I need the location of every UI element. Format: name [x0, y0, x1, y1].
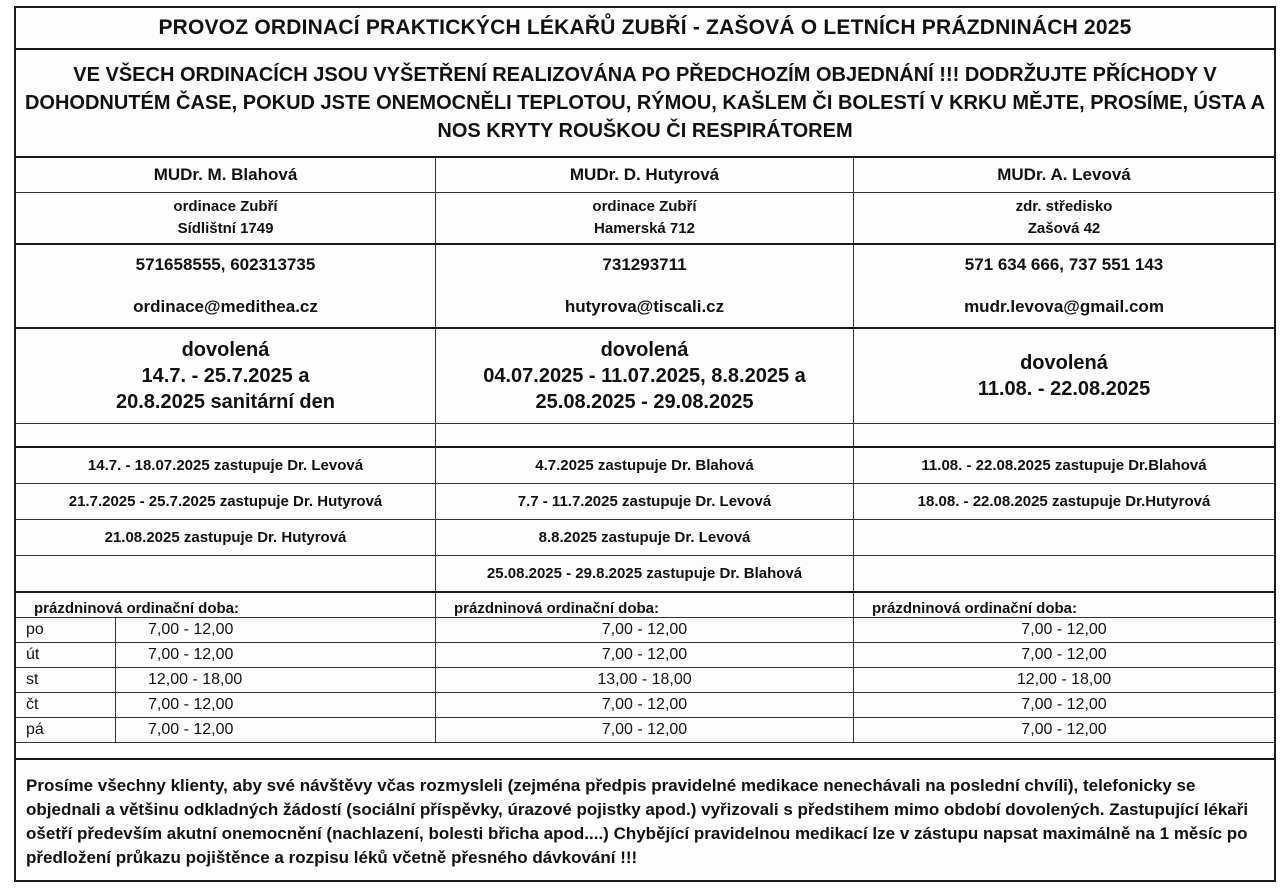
empty-cell	[16, 424, 436, 446]
vacation-row	[16, 329, 1274, 424]
hours-value: 7,00 - 12,00	[436, 718, 854, 742]
hours-label: prázdninová ordinační doba:	[872, 600, 1078, 617]
hours-row	[16, 718, 1274, 743]
address-line: zdr. středisko	[1015, 198, 1113, 215]
hours-value: 7,00 - 12,00	[116, 693, 436, 717]
hours-value: 7,00 - 12,00	[436, 693, 854, 717]
substitution-cell: 8.8.2025 zastupuje Dr. Levová	[436, 520, 854, 555]
hours-row	[16, 668, 1274, 693]
substitution-row	[16, 448, 1274, 484]
hours-value: 12,00 - 18,00	[1016, 671, 1112, 688]
doctor-name: MUDr. A. Levová	[997, 165, 1131, 184]
contact-cell	[16, 245, 436, 327]
hours-value: 7,00 - 12,00	[116, 718, 436, 742]
spacer-row	[16, 424, 1274, 448]
vacation-label: dovolená	[181, 339, 270, 361]
hours-value: 7,00 - 12,00	[1021, 696, 1107, 713]
hours-header-row	[16, 593, 1274, 618]
doctor-name: MUDr. M. Blahová	[16, 158, 436, 192]
doctor-name: MUDr. D. Hutyrová	[436, 158, 854, 192]
doctors-table	[16, 158, 1274, 743]
address-line: ordinace Zubří	[592, 198, 697, 215]
vacation-cell	[436, 329, 854, 423]
vacation-label: dovolená	[1020, 352, 1108, 374]
empty-cell	[436, 424, 854, 446]
phone-number: 731293711	[602, 255, 687, 274]
vacation-dates: 11.08. - 22.08.2025	[977, 378, 1151, 400]
email-address: mudr.levova@gmail.com	[964, 297, 1164, 316]
page-title: PROVOZ ORDINACÍ PRAKTICKÝCH LÉKAŘŮ ZUBŘÍ - ZAŠOVÁ O LETNÍCH PRÁZDNINÁCH 2025	[16, 8, 1274, 50]
day-label: pá	[16, 718, 116, 742]
vacation-dates: 14.7. - 25.7.2025 a	[141, 365, 310, 387]
hours-value: 12,00 - 18,00	[116, 668, 436, 692]
hours-value: 7,00 - 12,00	[436, 643, 854, 667]
hours-value: 7,00 - 12,00	[1021, 721, 1107, 738]
contact-row	[16, 245, 1274, 329]
contact-cell	[854, 245, 1274, 327]
hours-label: prázdninová ordinační doba:	[16, 593, 436, 617]
substitution-cell: 14.7. - 18.07.2025 zastupuje Dr. Levová	[16, 448, 436, 483]
vacation-dates: 04.07.2025 - 11.07.2025, 8.8.2025 a	[483, 365, 806, 387]
substitution-cell	[854, 520, 1274, 555]
hours-row	[16, 693, 1274, 718]
substitution-cell: 7.7 - 11.7.2025 zastupuje Dr. Levová	[436, 484, 854, 519]
day-label: st	[16, 668, 116, 692]
address-row	[16, 193, 1274, 245]
hours-value: 13,00 - 18,00	[436, 668, 854, 692]
address-cell	[854, 193, 1274, 243]
address-cell	[16, 193, 436, 243]
address-line: Hamerská 712	[594, 220, 695, 237]
notice-text: VE VŠECH ORDINACÍCH JSOU VYŠETŘENÍ REALIZOVÁNA PO PŘEDCHOZÍM OBJEDNÁNÍ !!! DODRŽUJTE PŘÍCHODY V DOHODNUTÉM ČASE, POKUD JSTE ONEMOCNĚLI TEPLOTOU, RÝMOU, KAŠLEM ČI BOLESTÍ V KRKU MĚJTE, PROSÍME, ÚSTA A NOS KRYTY ROUŠKOU ČI RESPIRÁTOREM	[16, 50, 1274, 158]
address-line: Sídlištní 1749	[177, 220, 274, 237]
address-cell	[436, 193, 854, 243]
hours-label: prázdninová ordinační doba:	[436, 593, 854, 617]
substitution-row	[16, 556, 1274, 593]
substitution-cell: 11.08. - 22.08.2025 zastupuje Dr.Blahová	[921, 457, 1207, 474]
hours-row	[16, 618, 1274, 643]
hours-row	[16, 643, 1274, 668]
substitution-cell	[16, 556, 436, 591]
phone-number: 571658555, 602313735	[135, 255, 316, 274]
footer-note: Prosíme všechny klienty, aby své návštěvy včas rozmysleli (zejména předpis pravidelné medikace nenechávali na poslední chvíli), telefonicky se objednali a většinu odkladných žádostí (sociální příspěvky, úrazové pojistky apod.) vyřizovali s předstihem mimo období dovolených. Zastupující lékaři ošetří především akutní onemocnění (nachlazení, bolesti břicha apod....) Chybějící pravidelnou medikací lze v zástupu napsat maximálně na 1 měsíc po předložení průkazu pojištěnce a rozpisu léků včetně přesného dávkování !!!	[16, 758, 1274, 870]
vacation-cell	[16, 329, 436, 423]
substitution-cell: 18.08. - 22.08.2025 zastupuje Dr.Hutyrová	[917, 493, 1211, 510]
substitution-cell: 21.7.2025 - 25.7.2025 zastupuje Dr. Hutyrová	[16, 484, 436, 519]
day-label: po	[16, 618, 116, 642]
vacation-dates: 25.08.2025 - 29.08.2025	[535, 391, 754, 413]
vacation-cell	[854, 329, 1274, 423]
empty-cell	[854, 424, 1274, 446]
substitution-cell: 21.08.2025 zastupuje Dr. Hutyrová	[16, 520, 436, 555]
hours-value: 7,00 - 12,00	[1021, 621, 1107, 638]
hours-value: 7,00 - 12,00	[116, 618, 436, 642]
substitution-cell	[854, 556, 1274, 591]
substitution-row	[16, 484, 1274, 520]
substitution-cell: 4.7.2025 zastupuje Dr. Blahová	[436, 448, 854, 483]
contact-cell	[436, 245, 854, 327]
hours-value: 7,00 - 12,00	[436, 618, 854, 642]
email-address: hutyrova@tiscali.cz	[564, 297, 725, 316]
phone-number: 571 634 666, 737 551 143	[964, 255, 1164, 274]
day-label: út	[16, 643, 116, 667]
address-line: Zašová 42	[1027, 220, 1101, 237]
substitution-cell: 25.08.2025 - 29.8.2025 zastupuje Dr. Blahová	[436, 556, 854, 591]
address-line: ordinace Zubří	[173, 198, 278, 215]
email-address: ordinace@medithea.cz	[133, 297, 318, 316]
doctor-name-row	[16, 158, 1274, 193]
schedule-sheet	[14, 6, 1276, 882]
hours-value: 7,00 - 12,00	[116, 643, 436, 667]
hours-value: 7,00 - 12,00	[1021, 646, 1107, 663]
vacation-label: dovolená	[600, 339, 689, 361]
day-label: čt	[16, 693, 116, 717]
vacation-dates: 20.8.2025 sanitární den	[115, 391, 335, 413]
substitution-row	[16, 520, 1274, 556]
